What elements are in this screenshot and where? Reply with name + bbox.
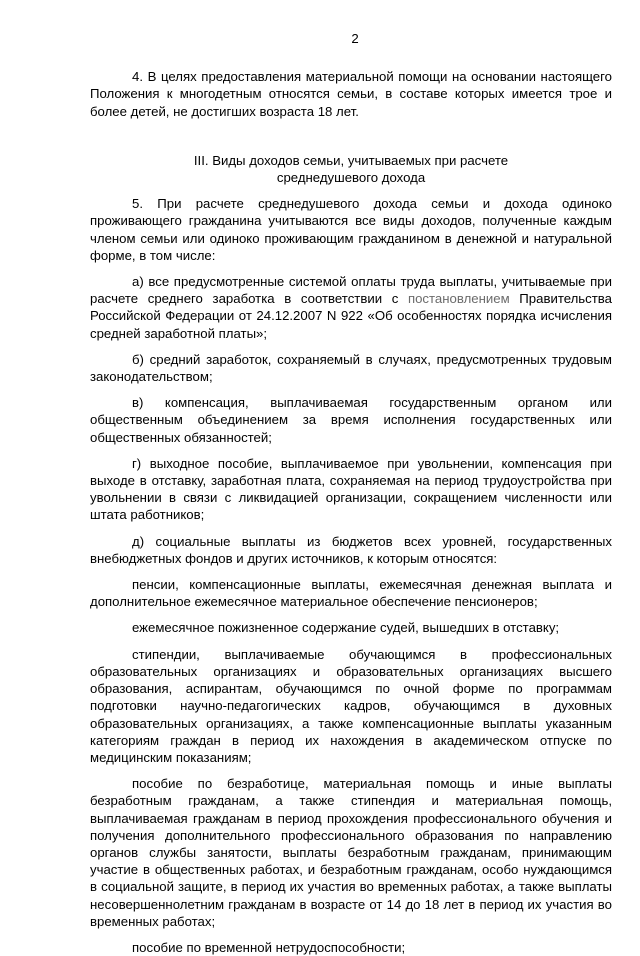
section-heading-line-1: III. Виды доходов семьи, учитываемых при расчете bbox=[193, 152, 509, 168]
section-heading bbox=[90, 152, 612, 186]
paragraph-stipends: стипендии, выплачиваемые обучающимся в профессиональных образовательных организациях и образовательных организациях высшего образования, аспирантам, обучающимся по очной форме по программам подготовки научно-педагогических кадров, обучающимся в духовных образовательных организациях, а также компенсационные выплаты указанным категориям граждан в период их нахождения в академическом отпуске по медицинским показаниям; bbox=[90, 646, 612, 765]
paragraph-item-a bbox=[90, 273, 612, 342]
section-heading-line-2: среднедушевого дохода bbox=[276, 170, 426, 186]
paragraph-disability: пособие по временной нетрудоспособности; bbox=[132, 939, 406, 955]
item-a-text-after: Правительства Российской Федерации от 24.12.2007 N 922 «Об особенностях порядка исчисления средней заработной платы»; bbox=[90, 291, 612, 341]
paragraph-judges: ежемесячное пожизненное содержание судей, вышедших в отставку; bbox=[132, 620, 560, 636]
paragraph-unemployment: пособие по безработице, материальная помощь и иные выплаты безработным гражданам, а также стипендия и материальная помощь, выплачиваемая гражданам в период прохождения профессионального обучения и получения дополнительного профессионального образования по направлению органов службы занятости, выплаты безработным гражданам, принимающим участие в общественных работах, и безработным гражданам, особо нуждающимся в социальной защите, в период их участия во временных работах, а также выплаты несовершеннолетним гражданам в возрасте от 14 до 18 лет в период их участия во временных работах; bbox=[90, 776, 612, 929]
paragraph-item-g: г) выходное пособие, выплачиваемое при увольнении, компенсация при выходе в отставку, заработная плата, сохраняемая на период трудоустройства при увольнении в связи с ликвидацией организации, сокращением численности или штата работников; bbox=[90, 455, 612, 523]
paragraph-item-d: д) социальные выплаты из бюджетов всех уровней, государственных внебюджетных фондов и других источников, к которым относятся: bbox=[90, 533, 612, 566]
resolution-link[interactable]: постановлением bbox=[407, 291, 510, 307]
item-a-text-before: а) все предусмотренные системой оплаты труда выплаты, учитываемые при расчете среднего заработка в соответствии с bbox=[90, 274, 612, 307]
paragraph-item-5: 5. При расчете среднедушевого дохода семьи и дохода одиноко проживающего гражданина учитываются все виды доходов, полученные каждым членом семьи или одиноко проживающим гражданином в денежной и натуральной форме, в том числе: bbox=[90, 196, 612, 263]
page-number: 2 bbox=[351, 31, 359, 46]
document-page bbox=[90, 30, 612, 956]
paragraph-pensions: пенсии, компенсационные выплаты, ежемесячная денежная выплата и дополнительное ежемесячное материальное обеспечение пенсионеров; bbox=[90, 577, 612, 610]
paragraph-item-v: в) компенсация, выплачиваемая государственным органом или общественным объединением за время исполнения государственных или общественных обязанностей; bbox=[90, 395, 612, 445]
paragraph-item-4: 4. В целях предоставления материальной помощи на основании настоящего Положения к многодетным относятся семьи, в составе которых имеется трое и более детей, не достигших возраста 18 лет. bbox=[90, 69, 612, 119]
paragraph-item-b: б) средний заработок, сохраняемый в случаях, предусмотренных трудовым законодательством; bbox=[90, 351, 612, 385]
